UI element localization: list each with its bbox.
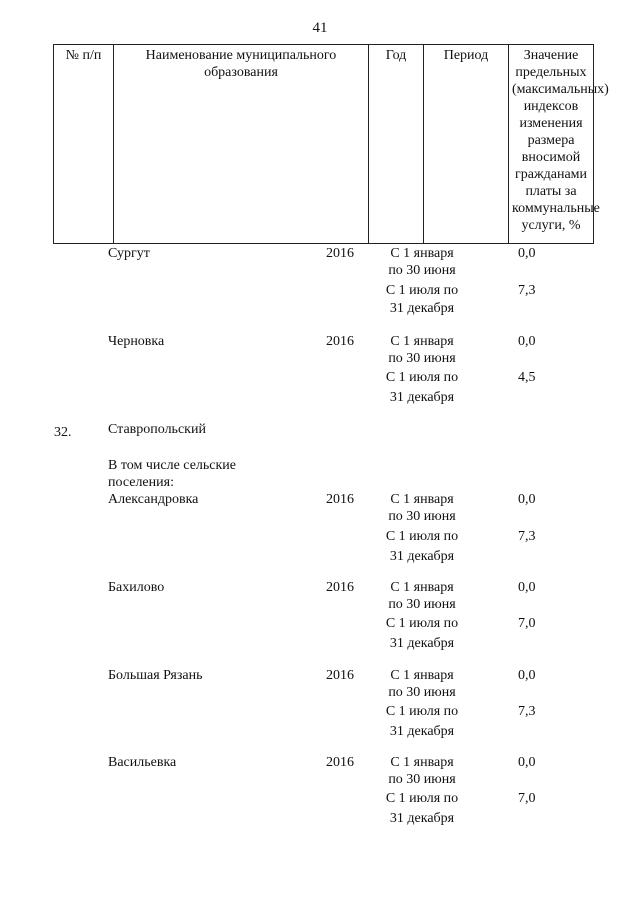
row-value-2: 7,0 [518, 791, 536, 806]
row-period-2a: С 1 июля по [385, 529, 459, 544]
row-period-1a: С 1 января [390, 668, 454, 683]
row-value-1: 0,0 [518, 755, 536, 770]
row-name: Большая Рязань [108, 668, 203, 683]
row-period-1b: по 30 июня [388, 351, 456, 366]
row-year: 2016 [326, 755, 354, 770]
row-year: 2016 [326, 668, 354, 683]
row-value-2: 7,3 [518, 283, 536, 298]
row-period-1a: С 1 января [390, 246, 454, 261]
row-period-1a: С 1 января [390, 580, 454, 595]
row-period-2b: 31 декабря [389, 724, 455, 739]
row-name: Сургут [108, 246, 150, 261]
section-name: Ставропольский [108, 422, 206, 437]
row-period-2b: 31 декабря [389, 301, 455, 316]
table-header [53, 44, 609, 244]
header-name: Наименование муниципального образования [114, 45, 369, 244]
row-value-1: 0,0 [518, 334, 536, 349]
row-year: 2016 [326, 334, 354, 349]
row-period-2b: 31 декабря [389, 549, 455, 564]
row-year: 2016 [326, 246, 354, 261]
row-period-2a: С 1 июля по [385, 704, 459, 719]
page-number: 41 [312, 20, 328, 36]
row-period-1b: по 30 июня [388, 509, 456, 524]
header-year: Год [369, 45, 424, 244]
row-name: Александровка [108, 492, 199, 507]
row-period-2b: 31 декабря [389, 811, 455, 826]
row-period-1b: по 30 июня [388, 263, 456, 278]
header-value: Значение предельных (максимальных) индексов изменения размера вносимой гражданами платы за коммунальные услуги, % [509, 45, 594, 244]
row-period-1a: С 1 января [390, 492, 454, 507]
row-value-1: 0,0 [518, 246, 536, 261]
row-period-1b: по 30 июня [388, 772, 456, 787]
row-name: Васильевка [108, 755, 177, 770]
header-num: № п/п [54, 45, 114, 244]
row-year: 2016 [326, 492, 354, 507]
row-value-2: 7,0 [518, 616, 536, 631]
row-period-1a: С 1 января [390, 755, 454, 770]
row-value-2: 7,3 [518, 529, 536, 544]
row-value-1: 0,0 [518, 492, 536, 507]
subheading: В том числе сельские поселения: [108, 458, 237, 490]
row-period-1a: С 1 января [390, 334, 454, 349]
section-number: 32. [54, 425, 72, 440]
row-year: 2016 [326, 580, 354, 595]
row-period-2b: 31 декабря [389, 390, 455, 405]
row-period-2a: С 1 июля по [385, 370, 459, 385]
row-value-2: 4,5 [518, 370, 536, 385]
row-period-2a: С 1 июля по [385, 791, 459, 806]
row-value-1: 0,0 [518, 668, 536, 683]
row-name: Бахилово [108, 580, 165, 595]
header-period: Период [424, 45, 509, 244]
row-period-2a: С 1 июля по [385, 616, 459, 631]
row-period-2b: 31 декабря [389, 636, 455, 651]
row-period-2a: С 1 июля по [385, 283, 459, 298]
row-value-1: 0,0 [518, 580, 536, 595]
row-period-1b: по 30 июня [388, 685, 456, 700]
row-name: Черновка [108, 334, 165, 349]
row-period-1b: по 30 июня [388, 597, 456, 612]
row-value-2: 7,3 [518, 704, 536, 719]
